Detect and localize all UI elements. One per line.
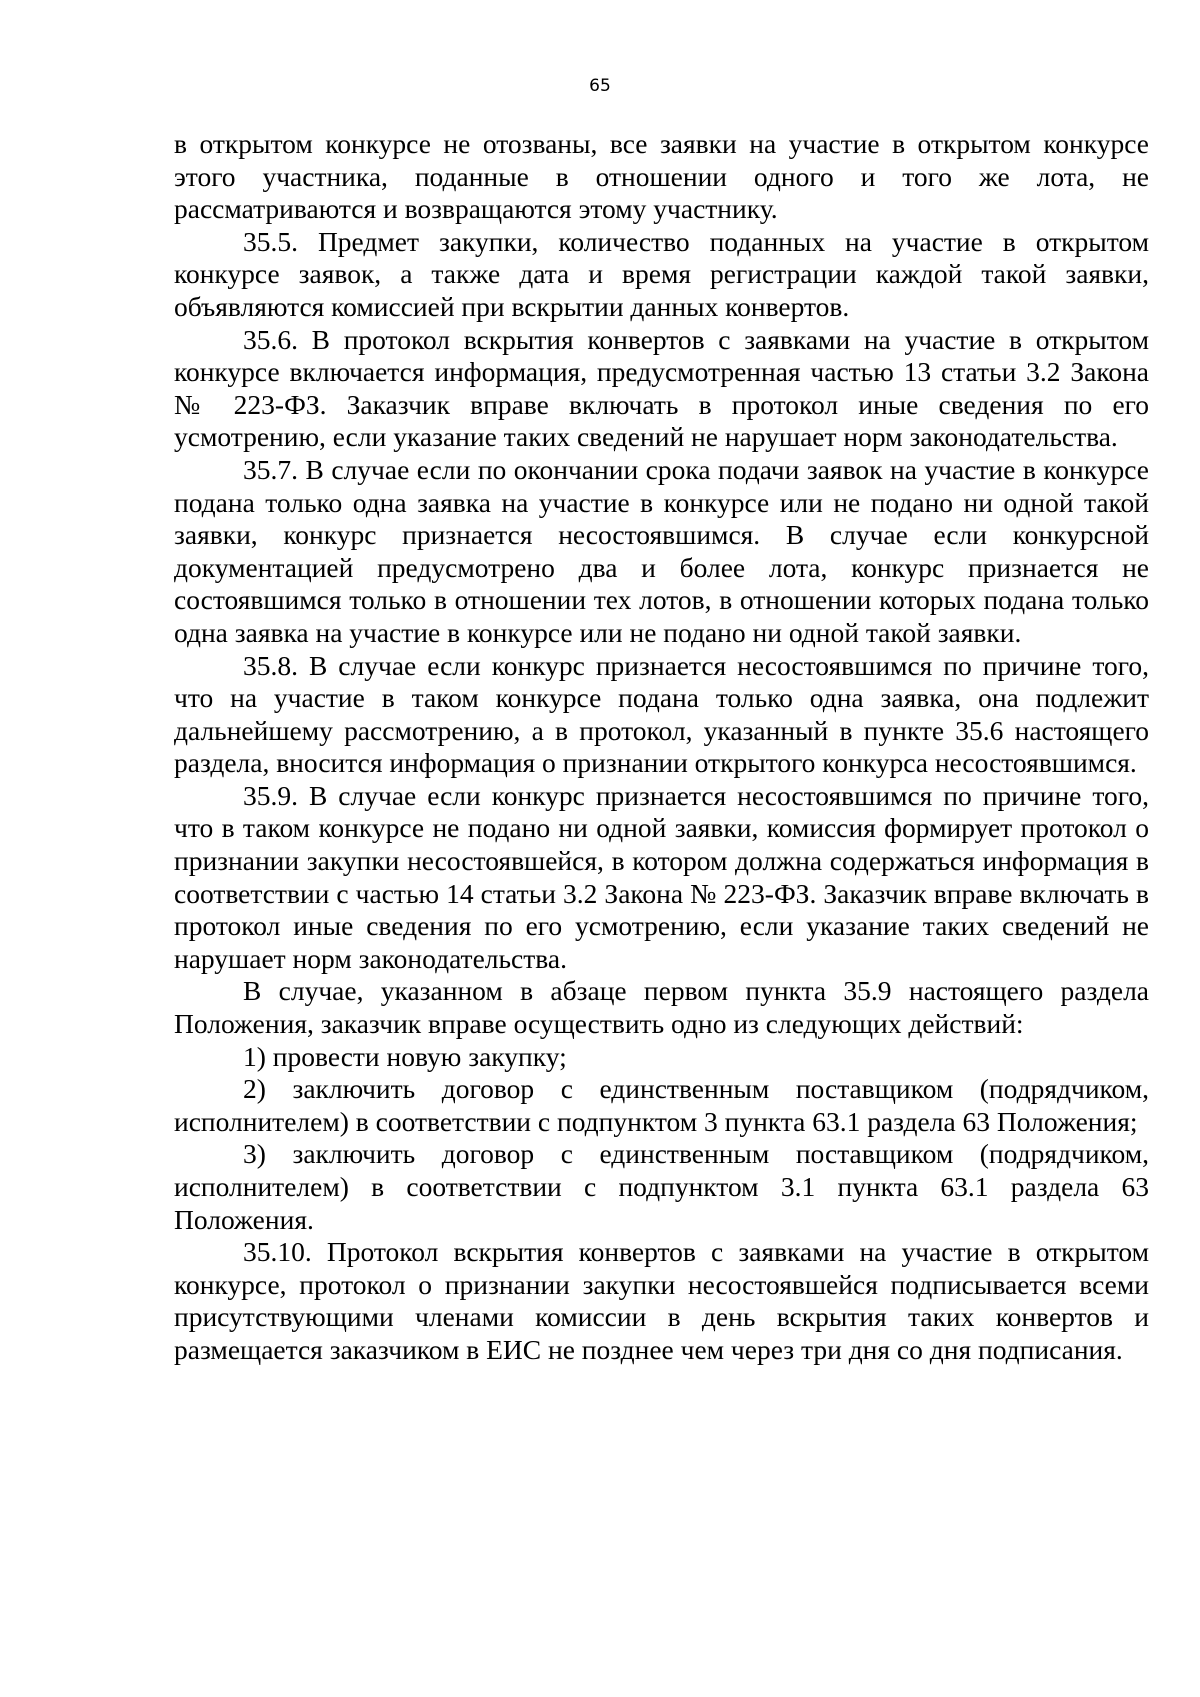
paragraph-35-7: 35.7. В случае если по окончании срока подачи заявок на участие в конкурсе подана только одна заявка на участие в конкурсе или не подано ни одной такой заявки, конкурс признается несостоявшимся. В случае если конкурсной документацией предусмотрено два и более лота, конкурс признается не состоявшимся только в отношении тех лотов, в отношении которых подана только одна заявка на участие в конкурсе или не подано ни одной такой заявки.	[174, 453, 1149, 648]
paragraph-35-6: 35.6. В протокол вскрытия конвертов с заявками на участие в открытом конкурсе включается информация, предусмотренная частью 13 статьи 3.2 Закона № 223-ФЗ. Заказчик вправе включать в протокол иные сведения по его усмотрению, если указание таких сведений не нарушает норм законодательства.	[174, 323, 1149, 453]
page-number: 65	[589, 76, 611, 96]
paragraph-35-5: 35.5. Предмет закупки, количество поданных на участие в открытом конкурсе заявок, а также дата и время регистрации каждой такой заявки, объявляются комиссией при вскрытии данных конвертов.	[174, 225, 1149, 322]
paragraph-35-9-case: В случае, указанном в абзаце первом пункта 35.9 настоящего раздела Положения, заказчик вправе осуществить одно из следующих действий:	[174, 975, 1149, 1040]
list-item-2: 2) заключить договор с единственным поставщиком (подрядчиком, исполнителем) в соответствии с подпунктом 3 пункта 63.1 раздела 63 Положения;	[174, 1073, 1149, 1137]
paragraph-35-8: 35.8. В случае если конкурс признается несостоявшимся по причине того, что на участие в таком конкурсе подана только одна заявка, она подлежит дальнейшему рассмотрению, а в протокол, указанный в пункте 35.6 настоящего раздела, вносится информация о признании открытого конкурса несостоявшимся.	[174, 649, 1149, 779]
list-item-1: 1) провести новую закупку;	[243, 1040, 567, 1072]
paragraph-continuation: в открытом конкурсе не отозваны, все заявки на участие в открытом конкурсе этого участника, поданные в отношении одного и того же лота, не рассматриваются и возвращаются этому участнику.	[174, 128, 1149, 225]
paragraph-35-10: 35.10. Протокол вскрытия конвертов с заявками на участие в открытом конкурсе, протокол о признании закупки несостоявшейся подписывается всеми присутствующими членами комиссии в день вскрытия таких конвертов и размещается заказчиком в ЕИС не позднее чем через три дня со дня подписания.	[174, 1236, 1149, 1365]
list-item-3: 3) заключить договор с единственным поставщиком (подрядчиком, исполнителем) в соответствии с подпунктом 3.1 пункта 63.1 раздела 63 Положения.	[174, 1138, 1149, 1235]
paragraph-35-9: 35.9. В случае если конкурс признается несостоявшимся по причине того, что в таком конкурсе не подано ни одной заявки, комиссия формирует протокол о признании закупки несостоявшейся, в котором должна содержаться информация в соответствии с частью 14 статьи 3.2 Закона № 223-ФЗ. Заказчик вправе включать в протокол иные сведения по его усмотрению, если указание таких сведений не нарушает норм законодательства.	[174, 779, 1149, 974]
document-body	[174, 128, 1149, 1367]
